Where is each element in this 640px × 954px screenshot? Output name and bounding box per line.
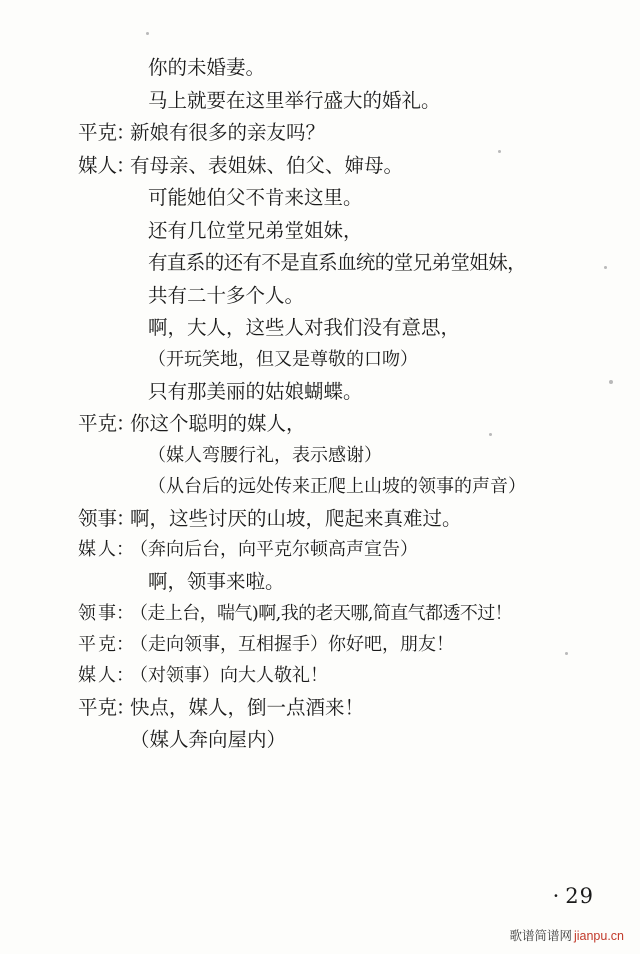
line-text: 还有几位堂兄弟堂姐妹， xyxy=(148,218,363,242)
speaker-name xyxy=(30,506,118,530)
speaker-char: 领 xyxy=(78,506,98,530)
speaker-char: 平 xyxy=(78,121,98,144)
speaker-colon: ： xyxy=(116,664,134,686)
speaker-char: 平 xyxy=(78,695,98,719)
script-line xyxy=(30,379,610,403)
speaker-colon: ： xyxy=(116,412,136,435)
line-text: 啊，这些讨厌的山坡，爬起来真难过。 xyxy=(130,506,462,530)
script-line xyxy=(30,58,610,78)
script-body xyxy=(30,58,610,750)
line-text: （媒人弯腰行礼，表示感谢） xyxy=(148,444,382,466)
speaker-char: 克 xyxy=(97,412,118,435)
speaker-char: 平 xyxy=(78,633,96,655)
script-line xyxy=(30,664,610,686)
line-text: 你的未婚妻。 xyxy=(148,56,266,79)
line-text: 有母亲、表姐妹、伯父、婶母。 xyxy=(130,153,404,177)
line-text: 有直系的还有不是直系血统的堂兄弟堂姐妹， xyxy=(148,251,527,274)
script-line xyxy=(30,123,610,143)
scan-speck xyxy=(146,32,149,35)
speaker-char: 媒 xyxy=(78,153,98,177)
scan-speck xyxy=(604,266,607,269)
script-line xyxy=(30,633,610,655)
speaker-name xyxy=(30,695,118,719)
line-text: 你这个聪明的媒人， xyxy=(130,412,306,435)
watermark-text: 歌谱简谱网 xyxy=(509,929,572,943)
line-text: （从台后的远处传来正爬上山坡的领事的声音） xyxy=(148,475,526,497)
line-text: （走向领事，互相握手）你好吧，朋友！ xyxy=(130,633,454,655)
speaker-char: 克 xyxy=(98,633,116,655)
script-line-stage-direction xyxy=(30,475,610,497)
script-line xyxy=(30,506,610,530)
speaker-char: 人 xyxy=(97,153,118,177)
speaker-char: 人 xyxy=(98,539,116,560)
scan-speck xyxy=(489,433,492,436)
speaker-colon: ： xyxy=(116,602,134,624)
line-text: （奔向后台，向平克尔顿高声宣告） xyxy=(130,539,418,560)
line-text: 啊，领事来啦。 xyxy=(148,570,285,593)
script-line-stage-direction xyxy=(30,444,610,466)
line-text: （走上台，喘气)啊,我的老天哪,简直气都透不过！ xyxy=(130,602,513,624)
script-line xyxy=(30,541,610,559)
speaker-name xyxy=(30,541,116,559)
watermark-url: jianpu.cn xyxy=(573,929,624,943)
script-line-stage-direction xyxy=(30,730,610,750)
speaker-char: 媒 xyxy=(78,539,96,560)
page-number xyxy=(553,884,594,908)
speaker-name xyxy=(30,153,118,177)
line-text: 只有那美丽的姑娘蝴蝶。 xyxy=(148,379,363,403)
speaker-char: 领 xyxy=(78,602,96,624)
script-line xyxy=(30,188,610,208)
scan-speck xyxy=(498,150,501,153)
line-text: 新娘有很多的亲友吗？ xyxy=(130,121,326,144)
script-line xyxy=(30,602,610,624)
scan-speck xyxy=(565,652,568,655)
speaker-name xyxy=(30,414,116,434)
line-text: （媒人奔向屋内） xyxy=(130,728,287,751)
speaker-colon: ： xyxy=(116,153,136,177)
speaker-name xyxy=(30,602,116,624)
speaker-name xyxy=(30,633,116,655)
speaker-char: 克 xyxy=(97,121,118,144)
script-line xyxy=(30,283,610,307)
speaker-colon: ： xyxy=(116,539,134,560)
speaker-name xyxy=(30,123,116,143)
line-text: （开玩笑地，但又是尊敬的口吻） xyxy=(148,348,418,370)
speaker-char: 事 xyxy=(97,506,118,530)
scan-speck xyxy=(609,380,613,384)
speaker-colon: ： xyxy=(116,121,136,144)
speaker-char: 事 xyxy=(98,602,116,624)
page-number-prefix: · xyxy=(552,884,561,908)
speaker-colon: ： xyxy=(116,695,136,719)
script-line xyxy=(30,414,610,434)
line-text: 共有二十多个人。 xyxy=(148,283,305,307)
line-text: （对领事）向大人敬礼！ xyxy=(130,664,328,686)
page-number-value: 29 xyxy=(565,884,594,908)
speaker-colon: ： xyxy=(116,633,134,655)
script-line xyxy=(30,218,610,242)
speaker-name xyxy=(30,664,116,686)
line-text: 马上就要在这里举行盛大的婚礼。 xyxy=(148,88,441,112)
speaker-char: 平 xyxy=(78,412,98,435)
script-line xyxy=(30,153,610,177)
script-line xyxy=(30,253,610,273)
script-line xyxy=(30,695,610,719)
script-line xyxy=(30,88,610,112)
speaker-char: 人 xyxy=(98,664,116,686)
speaker-colon: ： xyxy=(116,506,136,530)
line-text: 啊，大人，这些人对我们没有意思， xyxy=(148,316,461,339)
speaker-char: 克 xyxy=(97,695,118,719)
line-text: 快点，媒人，倒一点酒来！ xyxy=(130,695,365,719)
script-line-stage-direction xyxy=(30,348,610,370)
watermark xyxy=(509,926,624,944)
line-text: 可能她伯父不肯来这里。 xyxy=(148,186,363,209)
script-line xyxy=(30,572,610,592)
script-line xyxy=(30,318,610,338)
speaker-char: 媒 xyxy=(78,664,96,686)
